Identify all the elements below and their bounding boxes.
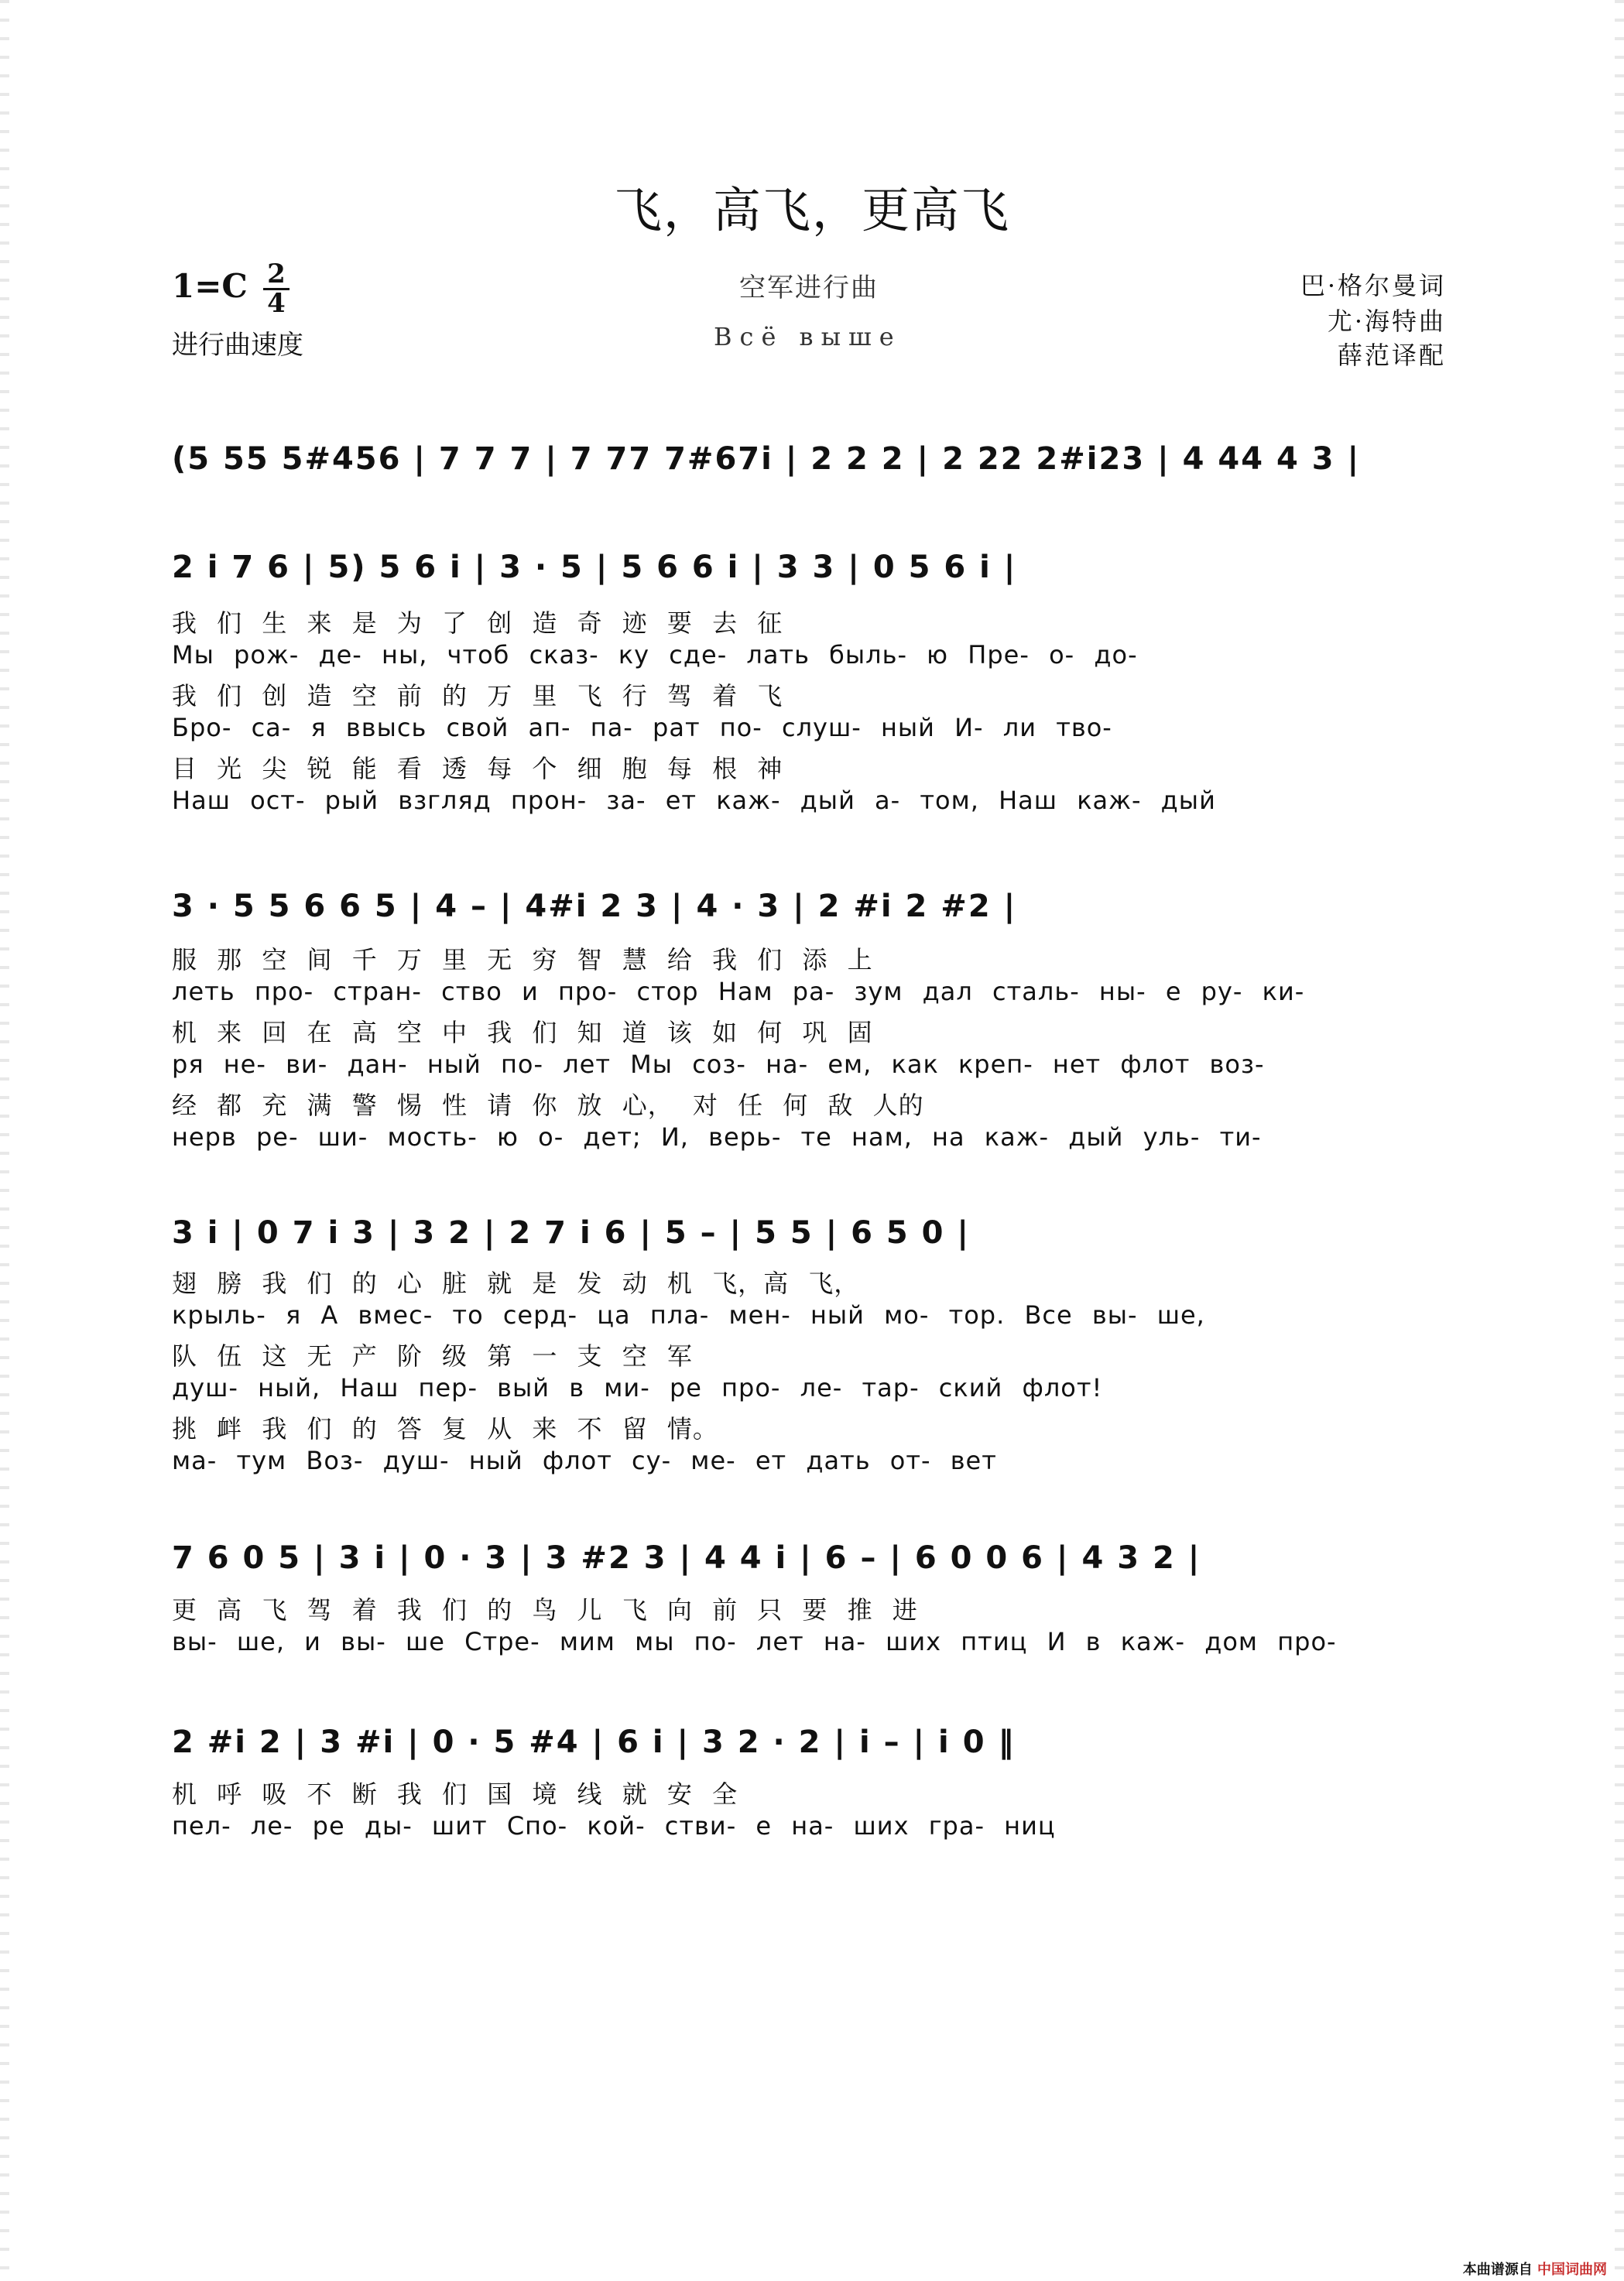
key-signature: 1=C bbox=[172, 267, 248, 305]
lyric-line: 我 们 生 来 是 为 了 创 造 奇 迹 要 去 征 bbox=[172, 608, 783, 638]
notation-system-3: 3 · 5 5 6 6 5 | 4 – | 4#i 2 3 | 4 · 3 | 2 #i 2 #2 | bbox=[172, 889, 1017, 924]
notation-system-1: (5 55 5#456 | 7 7 7 | 7 77 7#67i | 2 2 2 | 2 22 2#i23 | 4 44 4 3 | bbox=[172, 441, 1361, 477]
time-signature bbox=[263, 259, 290, 319]
lyricist-credit: 巴·格尔曼词 bbox=[1300, 271, 1446, 300]
footer-site-link[interactable]: 中国词曲网 bbox=[1537, 2262, 1607, 2278]
russian-title: Всё выше bbox=[714, 322, 902, 351]
time-signature-top: 2 bbox=[267, 259, 286, 289]
lyric-line: Наш ост- рый взгляд прон- за- ет каж- дый а- том, Наш каж- дый bbox=[172, 786, 1216, 815]
lyric-line: 机 呼 吸 不 断 我 们 国 境 线 就 安 全 bbox=[172, 1779, 738, 1809]
lyric-line: 我 们 创 造 空 前 的 万 里 飞 行 驾 着 飞 bbox=[172, 681, 783, 711]
lyric-line: 翅 膀 我 们 的 心 脏 就 是 发 动 机 飞，高 飞， bbox=[172, 1269, 860, 1298]
notation-system-6: 2 #i 2 | 3 #i | 0 · 5 #4 | 6 i | 3 2 · 2 | i – | i 0 ‖ bbox=[172, 1724, 1016, 1760]
lyric-line: 服 那 空 间 千 万 里 无 穷 智 慧 给 我 们 添 上 bbox=[172, 945, 873, 974]
notation-system-5: 7 6 0 5 | 3 i | 0 · 3 | 3 #2 3 | 4 4 i | 6 – | 6 0 0 6 | 4 3 2 | bbox=[172, 1540, 1201, 1576]
left-watermark-strip bbox=[0, 0, 9, 2281]
lyric-line: 经 都 充 满 警 惕 性 请 你 放 心， 对 任 何 敌 人的 bbox=[172, 1091, 924, 1120]
notation-system-2: 2 i 7 6 | 5) 5 6 i | 3 · 5 | 5 6 6 i | 3 3 | 0 5 6 i | bbox=[172, 550, 1017, 585]
lyric-line: 队 伍 这 无 产 阶 级 第 一 支 空 军 bbox=[172, 1341, 693, 1371]
composer-credit: 尤·海特曲 bbox=[1327, 307, 1446, 336]
right-watermark-strip bbox=[1615, 0, 1624, 2281]
lyric-line: 目 光 尖 锐 能 看 透 每 个 细 胞 每 根 神 bbox=[172, 754, 783, 783]
tempo-marking: 进行曲速度 bbox=[172, 330, 303, 361]
lyric-line: 机 来 回 在 高 空 中 我 们 知 道 该 如 何 巩 固 bbox=[172, 1018, 873, 1047]
lyric-line: Бро- са- я ввысь свой ап- па- рат по- слуш- ный И- ли тво- bbox=[172, 713, 1112, 742]
lyric-line: 挑 衅 我 们 的 答 复 从 来 不 留 情。 bbox=[172, 1414, 718, 1444]
lyric-line: ма- тум Воз- душ- ный флот су- ме- ет дать от- вет bbox=[172, 1446, 997, 1475]
translator-credit: 薛范译配 bbox=[1337, 341, 1446, 370]
lyric-line: Мы рож- де- ны, чтоб сказ- ку сде- лать быль- ю Пре- о- до- bbox=[172, 640, 1138, 670]
subtitle: 空军进行曲 bbox=[739, 272, 879, 303]
lyric-line: вы- ше, и вы- ше Стре- мим мы по- лет на- ших птиц И в каж- дом про- bbox=[172, 1627, 1337, 1656]
song-title: 飞，高飞，更高飞 bbox=[613, 182, 1010, 238]
lyric-line: душ- ный, Наш пер- вый в ми- ре про- ле- тар- ский флот! bbox=[172, 1373, 1103, 1403]
lyric-line: крыль- я А вмес- то серд- ца пла- мен- ный мо- тор. Все вы- ше, bbox=[172, 1300, 1205, 1330]
lyric-line: 更 高 飞 驾 着 我 们 的 鸟 儿 飞 向 前 只 要 推 进 bbox=[172, 1595, 918, 1625]
lyric-line: нерв ре- ши- мость- ю о- дет; И, верь- те нам, на каж- дый уль- ти- bbox=[172, 1122, 1262, 1152]
footer-source bbox=[1463, 2259, 1607, 2279]
notation-system-4: 3 i | 0 7 i 3 | 3 2 | 2 7 i 6 | 5 – | 5 5 | 6 5 0 | bbox=[172, 1215, 971, 1251]
lyric-line: ря не- ви- дан- ный по- лет Мы соз- на- ем, как креп- нет флот воз- bbox=[172, 1050, 1265, 1079]
time-signature-bottom: 4 bbox=[267, 288, 286, 319]
lyric-line: пел- ле- ре ды- шит Спо- кой- стви- е на- ших гра- ниц bbox=[172, 1811, 1056, 1841]
lyric-line: леть про- стран- ство и про- стор Нам ра- зум дал сталь- ны- е ру- ки- bbox=[172, 977, 1305, 1006]
footer-label: 本曲谱源自 bbox=[1462, 2262, 1533, 2278]
